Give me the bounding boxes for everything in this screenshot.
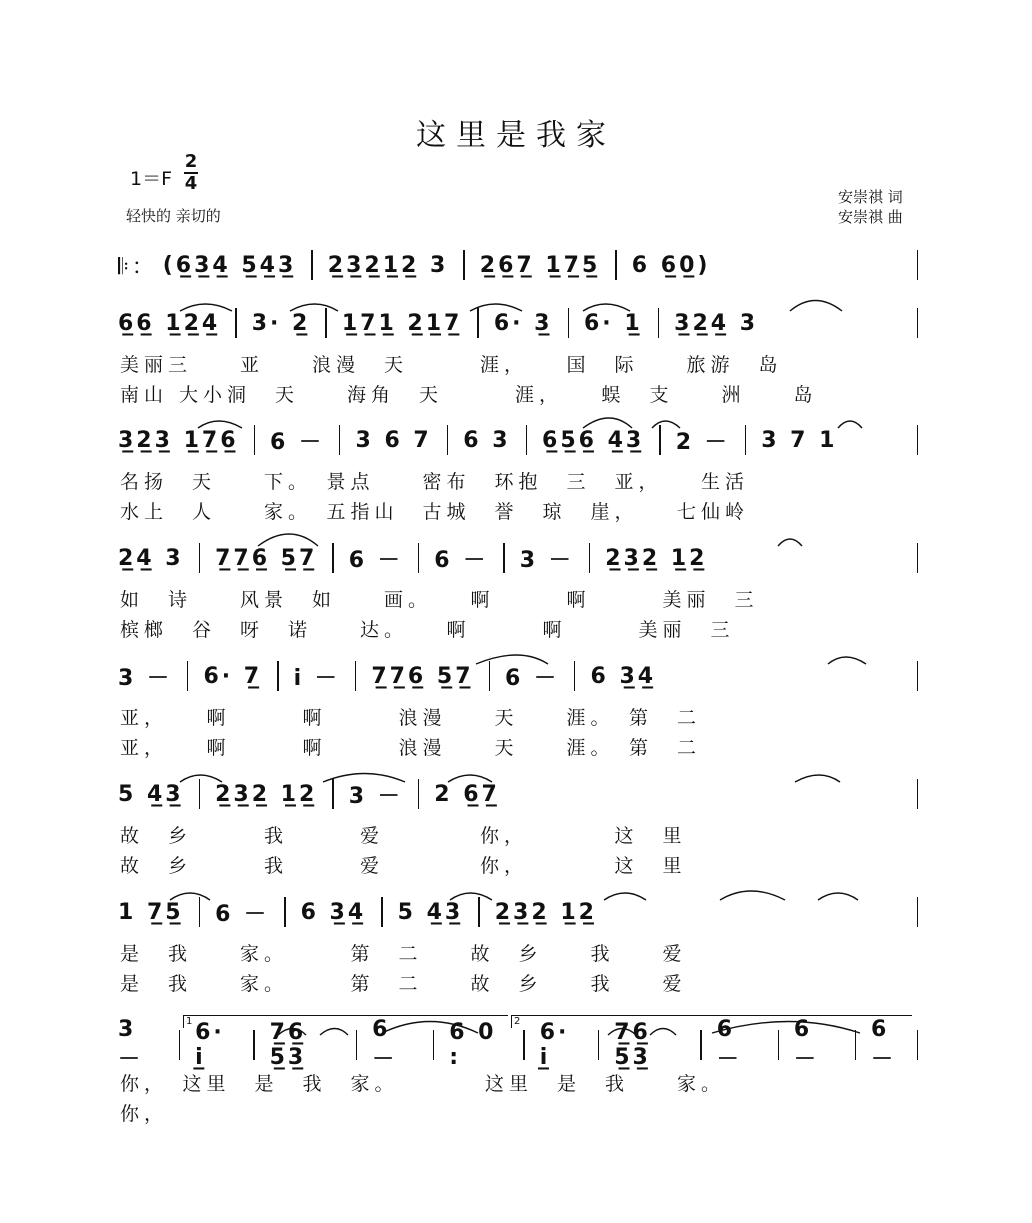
measure: 6· i̲	[195, 1020, 225, 1070]
slur	[448, 775, 492, 782]
measure: 3̲2̲4̲ 3	[674, 310, 759, 336]
measure: 2 6̲7̲	[434, 781, 500, 807]
slur	[712, 1022, 860, 1034]
measure: 3 7 1	[761, 427, 838, 453]
measure: 6 －	[716, 1017, 742, 1072]
slur	[180, 304, 232, 311]
measure: 2̲3̲2̲ 1̲2̲	[494, 899, 597, 925]
slur	[180, 775, 222, 782]
lyric-line: 你，	[120, 1103, 169, 1125]
slur	[790, 301, 842, 312]
measure: 6 －	[870, 1017, 896, 1072]
volta-2-label: 2	[514, 1016, 521, 1027]
measure: 6 －	[270, 429, 324, 455]
measure: 6· i̲	[539, 1020, 570, 1070]
slur	[795, 775, 840, 782]
volta-1-label: 1	[186, 1016, 193, 1027]
lyric-line: 你， 这里 是 我 家。 这里 是 我 家。	[120, 1073, 726, 1095]
lyric-line: 水上 人 家。 五指山 古城 誉 琼 崖， 七仙岭	[120, 501, 750, 523]
measure: 5 4̲3̲	[118, 781, 184, 807]
measure: 6̲6̲ 1̲2̲4̲	[118, 310, 221, 336]
slur	[470, 304, 522, 311]
measure: 3 －	[348, 783, 403, 809]
lyric-line: 是 我 家。 第 二 故 乡 我 爱	[120, 943, 687, 965]
measure: 2̲3̲2̲ 1̲2̲	[605, 545, 708, 571]
measure: 6 6̲0̲)	[631, 252, 711, 278]
measure: 2̲6̲7̲ 1̲7̲5̲	[479, 252, 601, 278]
slur	[652, 421, 680, 428]
slur	[258, 534, 318, 546]
measure: 3 －	[118, 1017, 144, 1072]
measure: 7̲7̲6̲ 5̲7̲	[371, 663, 474, 689]
lyric-line: 南山 大小洞 天 海角 天 涯， 蜈 支 洲 岛	[120, 384, 818, 406]
measure: 7̲7̲6̲ 5̲7̲	[215, 545, 318, 571]
slur	[650, 1029, 676, 1036]
slur	[320, 1029, 348, 1036]
slur	[450, 893, 492, 900]
measure: 3 －	[118, 665, 172, 691]
measure: 6 －	[793, 1017, 819, 1072]
measure: 7̲6̲ 5̲3̲	[614, 1020, 651, 1070]
measure: 6 3̲4̲	[300, 899, 367, 925]
time-signature-bottom: 4	[184, 173, 198, 194]
slur	[828, 657, 866, 664]
slur	[170, 893, 210, 900]
slur	[323, 774, 405, 783]
measure: 6 －	[348, 547, 403, 573]
measure: 6 －	[215, 901, 270, 927]
measure: 3 －	[519, 547, 574, 573]
measure: 6· 1̲	[584, 310, 643, 336]
repeat-start-sign: 𝄆：	[118, 254, 157, 280]
slur	[608, 1029, 636, 1036]
lyric-line: 故 乡 我 爱 你， 这 里	[120, 855, 687, 877]
measure: 6 －	[434, 547, 489, 573]
lyric-line: 名扬 天 下。 景点 密布 环抱 三 亚， 生活	[120, 471, 750, 493]
measure: 6 －	[372, 1017, 398, 1072]
measure: 3· 2̲	[251, 310, 311, 336]
measure: 2̲3̲2̲1̲2̲ 3	[327, 252, 449, 278]
key-signature: 1＝F	[130, 168, 173, 190]
measure: 2 －	[675, 429, 730, 455]
lyric-line: 如 诗 风景 如 画。 啊 啊 美丽 三	[120, 589, 759, 611]
slur	[583, 304, 630, 311]
slur	[720, 891, 785, 900]
slur	[838, 421, 862, 428]
lyricist-credit: 安崇祺 词	[838, 188, 903, 206]
slur	[604, 893, 646, 900]
tempo-marking: 轻快的 亲切的	[126, 207, 221, 225]
lyric-line: 亚， 啊 啊 浪漫 天 涯。 第 二	[120, 707, 702, 729]
time-signature-top: 2	[184, 151, 198, 172]
measure: 1̲7̲1̲ 2̲1̲7̲	[341, 310, 463, 336]
slur	[476, 655, 548, 664]
slur	[778, 539, 802, 546]
measure: 1 7̲5̲	[118, 899, 184, 925]
measure: 5 4̲3̲	[397, 899, 464, 925]
slur	[278, 1029, 306, 1036]
measure: i －	[293, 665, 340, 691]
measure: 6̲5̲6̲ 4̲3̲	[542, 427, 645, 453]
measure: 6· 3̲	[493, 310, 553, 336]
song-title: 这里是我家	[416, 118, 616, 153]
measure: (6̲3̲4̲ 5̲4̲3̲	[162, 252, 297, 278]
lyric-line: 故 乡 我 爱 你， 这 里	[120, 825, 687, 847]
slur	[818, 893, 858, 900]
slur	[198, 421, 242, 428]
measure: 6 3	[463, 427, 511, 453]
lyric-line: 槟榔 谷 呀 诺 达。 啊 啊 美丽 三	[120, 619, 735, 641]
slur	[290, 304, 338, 311]
measure: 3 6 7	[355, 427, 432, 453]
measure: 6 －	[505, 665, 559, 691]
slur	[583, 418, 632, 428]
slur	[382, 1022, 478, 1034]
measure: 7̲6̲ 5̲3̲	[269, 1020, 307, 1070]
lyric-line: 亚， 啊 啊 浪漫 天 涯。 第 二	[120, 737, 702, 759]
lyric-line: 美丽三 亚 浪漫 天 涯， 国 际 旅游 岛	[120, 354, 783, 376]
measure: 6 3̲4̲	[590, 663, 657, 689]
measure: 3̲2̲3̲ 1̲7̲6̲	[118, 427, 239, 453]
measure: 2̲4̲ 3	[118, 545, 184, 571]
measure: 2̲3̲2̲ 1̲2̲	[215, 781, 318, 807]
measure: 6· 7̲	[203, 663, 263, 689]
composer-credit: 安崇祺 曲	[838, 208, 903, 226]
measure: 6 0 :	[449, 1020, 497, 1070]
lyric-line: 是 我 家。 第 二 故 乡 我 爱	[120, 973, 687, 995]
